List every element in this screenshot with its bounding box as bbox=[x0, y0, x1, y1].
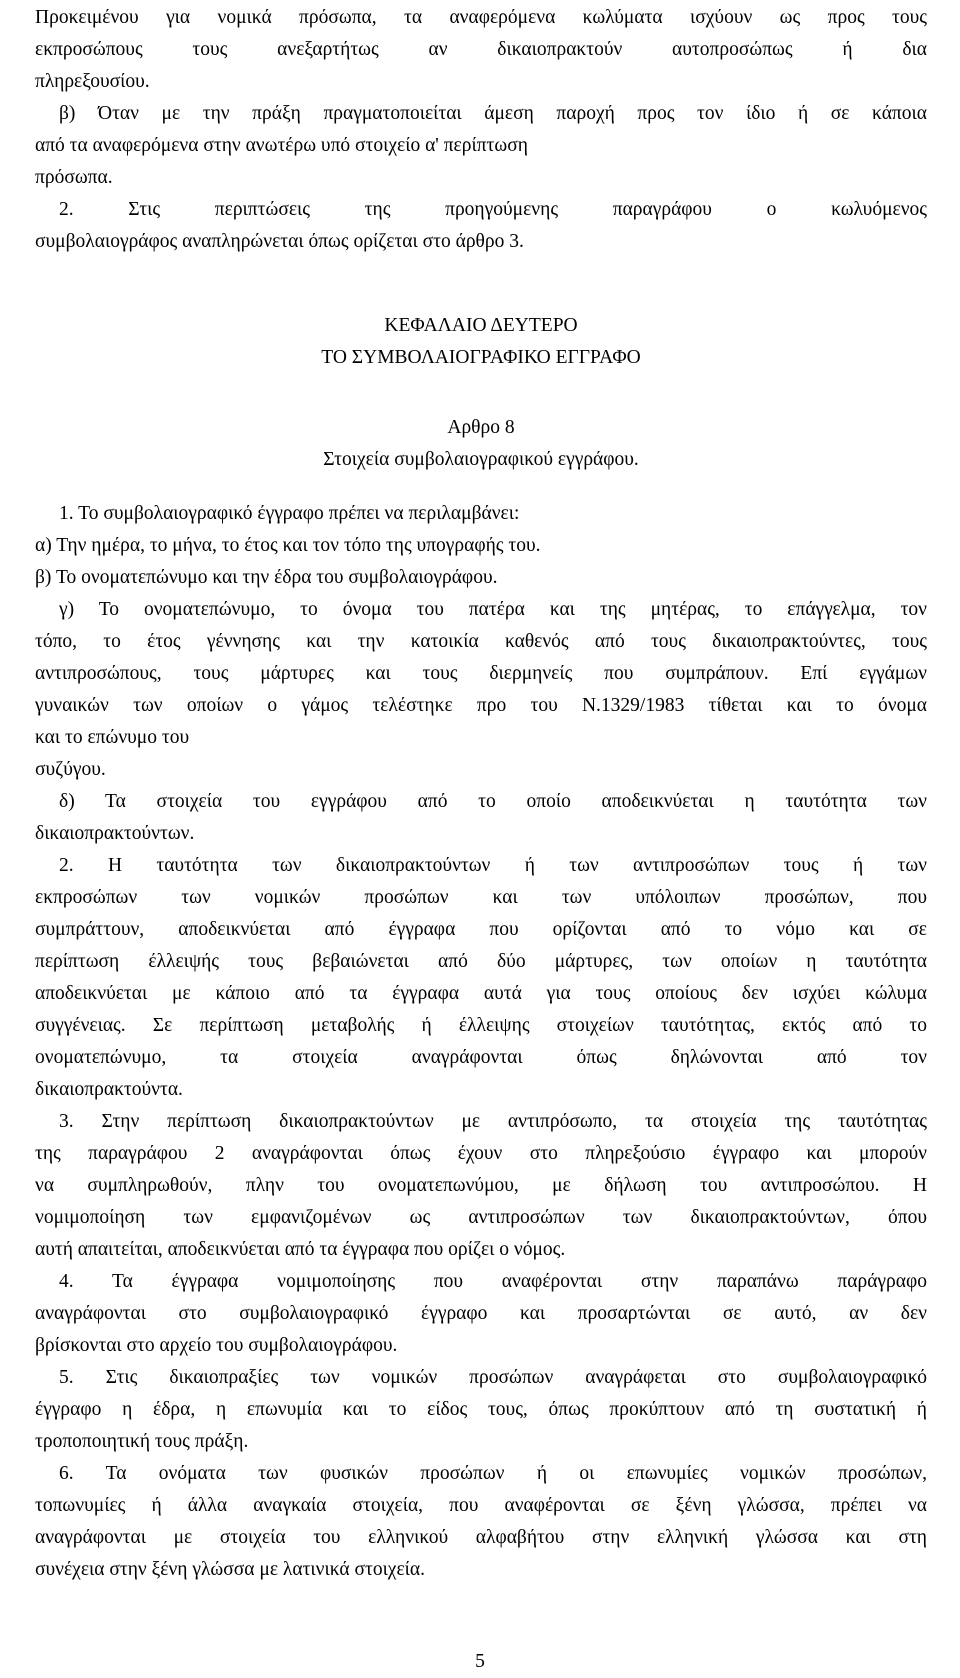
text-line: 6. Τα ονόματα των φυσικών προσώπων ή οι επωνυμίες νομικών προσώπων, bbox=[59, 1463, 927, 1484]
text-line: δικαιοπρακτούντων. bbox=[35, 823, 195, 844]
text-line: β) Όταν με την πράξη πραγματοποιείται άμεση παροχή προς τον ίδιο ή σε κάποια bbox=[59, 103, 927, 124]
text-line: συμπράττουν, αποδεικνύεται από έγγραφα που ορίζονται από το νόμο και σε bbox=[35, 919, 927, 940]
text-line: τροποποιητική τους πράξη. bbox=[35, 1431, 249, 1452]
text-line: τοπωνυμίες ή άλλα αναγκαία στοιχεία, που αναφέρονται σε ξένη γλώσσα, πρέπει να bbox=[35, 1495, 927, 1516]
text-line: από τα αναφερόμενα στην ανωτέρω υπό στοιχείο α' περίπτωση bbox=[35, 135, 528, 156]
text-line: 1. Το συμβολαιογραφικό έγγραφο πρέπει να περιλαμβάνει: bbox=[59, 503, 520, 524]
text-line: ονοματεπώνυμο, τα στοιχεία αναγράφονται όπως δηλώνονται από τον bbox=[35, 1047, 927, 1068]
text-line: αποδεικνύεται με κάποιο από τα έγγραφα αυτά για τους οποίους δεν ισχύει κώλυμα bbox=[35, 983, 927, 1004]
text-line: συνέχεια στην ξένη γλώσσα με λατινικά στοιχεία. bbox=[35, 1559, 425, 1580]
text-line: πληρεξουσίου. bbox=[35, 71, 150, 92]
text-line: να συμπληρωθούν, πλην του ονοματεπωνύμου, με δήλωση του αντιπροσώπου. Η bbox=[35, 1175, 927, 1196]
text-line: δ) Τα στοιχεία του εγγράφου από το οποίο αποδεικνύεται η ταυτότητα των bbox=[59, 791, 927, 812]
text-line: γ) Το ονοματεπώνυμο, το όνομα του πατέρα και της μητέρας, το επάγγελμα, τον bbox=[59, 599, 927, 620]
text-line: περίπτωση έλλειψής τους βεβαιώνεται από δύο μάρτυρες, των οποίων η ταυτότητα bbox=[35, 951, 927, 972]
article-title: Στοιχεία συμβολαιογραφικού εγγράφου. bbox=[323, 449, 639, 470]
text-line: 2. Η ταυτότητα των δικαιοπρακτούντων ή των αντιπροσώπων τους ή των bbox=[59, 855, 927, 876]
text-line: 2. Στις περιπτώσεις της προηγούμενης παραγράφου ο κωλυόμενος bbox=[59, 199, 927, 220]
chapter-title: ΚΕΦΑΛΑΙΟ ΔΕΥΤΕΡΟ bbox=[384, 315, 578, 336]
text-line: και το επώνυμο του bbox=[35, 727, 190, 748]
text-line: δικαιοπρακτούντα. bbox=[35, 1079, 183, 1100]
text-line: αντιπροσώπους, τους μάρτυρες και τους διερμηνείς που συμπράπουν. Επί εγγάμων bbox=[35, 663, 927, 684]
text-line: πρόσωπα. bbox=[35, 167, 113, 188]
chapter-subtitle: ΤΟ ΣΥΜΒΟΛΑΙΟΓΡΑΦΙΚΟ ΕΓΓΡΑΦΟ bbox=[321, 347, 641, 368]
text-line: Προκειμένου για νομικά πρόσωπα, τα αναφερόμενα κωλύματα ισχύουν ως προς τους bbox=[35, 7, 927, 28]
text-line: συγγένειας. Σε περίπτωση μεταβολής ή έλλειψης στοιχείων ταυτότητας, εκτός από το bbox=[35, 1015, 927, 1036]
text-line: της παραγράφου 2 αναγράφονται όπως έχουν στο πληρεξούσιο έγγραφο και μπορούν bbox=[35, 1143, 927, 1164]
text-line: αυτή απαιτείται, αποδεικνύεται από τα έγγραφα που ορίζει ο νόμος. bbox=[35, 1239, 566, 1260]
text-line: 5. Στις δικαιοπραξίες των νομικών προσώπων αναγράφεται στο συμβολαιογραφικό bbox=[59, 1367, 927, 1388]
text-line: συζύγου. bbox=[35, 759, 106, 780]
text-line: τόπο, το έτος γέννησης και την κατοικία καθενός από τους δικαιοπρακτούντες, τους bbox=[35, 631, 927, 652]
text-line: 3. Στην περίπτωση δικαιοπρακτούντων με αντιπρόσωπο, τα στοιχεία της ταυτότητας bbox=[59, 1111, 927, 1132]
text-line: έγγραφο η έδρα, η επωνυμία και το είδος τους, όπως προκύπτουν από τη συστατική ή bbox=[35, 1399, 927, 1420]
article-number: Αρθρο 8 bbox=[447, 417, 515, 438]
text-line: νομιμοποίηση των εμφανιζομένων ως αντιπροσώπων των δικαιοπρακτούντων, όπου bbox=[35, 1207, 927, 1228]
page-number: 5 bbox=[475, 1651, 485, 1672]
text-line: γυναικών των οποίων ο γάμος τελέστηκε προ του Ν.1329/1983 τίθεται και το όνομα bbox=[35, 695, 927, 716]
text-line: βρίσκονται στο αρχείο του συμβολαιογράφου. bbox=[35, 1335, 398, 1356]
text-line: α) Την ημέρα, το μήνα, το έτος και τον τόπο της υπογραφής του. bbox=[35, 535, 541, 556]
text-line: αναγράφονται με στοιχεία του ελληνικού αλφαβήτου στην ελληνική γλώσσα και στη bbox=[35, 1527, 927, 1548]
text-line: εκπροσώπους τους ανεξαρτήτως αν δικαιοπρακτούν αυτοπροσώπως ή δια bbox=[35, 39, 927, 60]
text-line: αναγράφονται στο συμβολαιογραφικό έγγραφο και προσαρτώνται σε αυτό, αν δεν bbox=[35, 1303, 927, 1324]
text-line: συμβολαιογράφος αναπληρώνεται όπως ορίζεται στο άρθρο 3. bbox=[35, 231, 524, 252]
text-line: εκπροσώπων των νομικών προσώπων και των υπόλοιπων προσώπων, που bbox=[35, 887, 927, 908]
text-line: β) Το ονοματεπώνυμο και την έδρα του συμβολαιογράφου. bbox=[35, 567, 498, 588]
text-line: 4. Τα έγγραφα νομιμοποίησης που αναφέρονται στην παραπάνω παράγραφο bbox=[59, 1271, 927, 1292]
